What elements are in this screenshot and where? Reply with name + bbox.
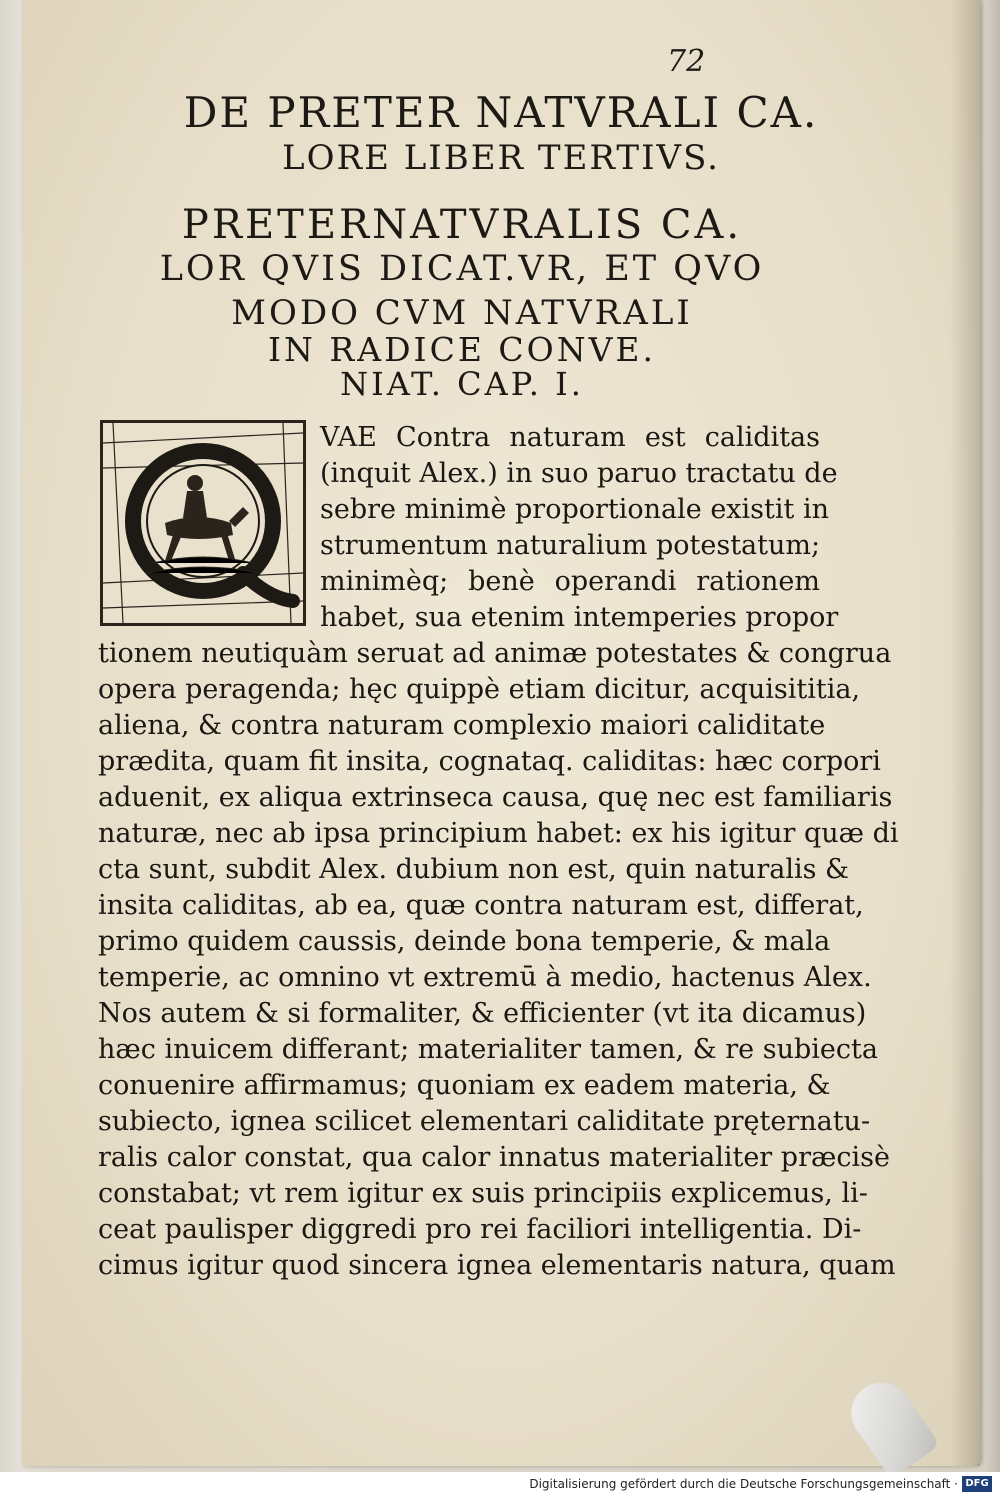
text-line: primo quidem caussis, deinde bona temperie, & mala	[98, 926, 831, 957]
woodcut-initial-q-image	[103, 423, 303, 623]
text-line: (inquit Alex.) in suo paruo tractatu de	[320, 458, 838, 489]
text-line: sebre minimè proportionale existit in	[320, 494, 829, 525]
text-line: subiecto, ignea scilicet elementari caliditate pręternatu-	[98, 1106, 871, 1137]
running-title-line-2: LORE LIBER TERTIVS.	[282, 138, 720, 178]
page-edge-shadow	[950, 0, 980, 1466]
text-line: ralis calor constat, qua calor innatus materialiter præcisè	[98, 1142, 890, 1173]
chapter-heading-line-3: MODO CVM NATVRALI	[231, 293, 693, 333]
book-page	[22, 0, 980, 1466]
text-line: habet, sua etenim intemperies propor	[320, 602, 839, 633]
chapter-heading-line-1: PRETERNATVRALIS CA.	[181, 202, 743, 248]
decorated-initial	[100, 420, 306, 626]
chapter-heading-line-4: IN RADICE CONVE.	[268, 330, 656, 369]
chapter-heading-line-2: LOR QVIS DICAT.VR, ET QVO	[159, 249, 765, 289]
text-line: temperie, ac omnino vt extremū à medio, hactenus Alex.	[98, 962, 872, 993]
text-line: naturæ, nec ab ipsa principium habet: ex his igitur quæ di	[98, 818, 899, 849]
running-title-line-1: DE PRETER NATVRALI CA.	[183, 88, 819, 137]
text-line: tionem neutiquàm seruat ad animæ potestates & congrua	[98, 638, 892, 669]
page-number: 72	[667, 44, 706, 79]
chapter-heading-line-5: NIAT. CAP. I.	[340, 365, 584, 403]
dfg-logo: DFG	[962, 1476, 992, 1492]
text-line: VAE Contra naturam est caliditas	[320, 422, 820, 453]
text-line: conuenire affirmamus; quoniam ex eadem materia, &	[98, 1070, 831, 1101]
text-line: prædita, quam fit insita, cognataq. caliditas: hæc corpori	[98, 746, 881, 777]
text-line: aliena, & contra naturam complexio maiori caliditate	[98, 710, 826, 741]
text-line: minimèq; benè operandi rationem	[320, 566, 820, 597]
text-line: opera peragenda; hęc quippè etiam dicitur, acquisititia,	[98, 674, 861, 705]
text-line: ceat paulisper diggredi pro rei faciliori intelligentia. Di-	[98, 1214, 862, 1245]
text-line: strumentum naturalium potestatum;	[320, 530, 821, 561]
text-line: aduenit, ex aliqua extrinseca causa, quę nec est familiaris	[98, 782, 893, 813]
footer-bar	[0, 1472, 1000, 1498]
text-line: cta sunt, subdit Alex. dubium non est, quin naturalis &	[98, 854, 850, 885]
text-line: cimus igitur quod sincera ignea elementaris natura, quam	[98, 1250, 896, 1281]
text-line: hæc inuicem differant; materialiter tamen, & re subiecta	[98, 1034, 878, 1065]
funding-credit: Digitalisierung gefördert durch die Deutsche Forschungsgemeinschaft ·	[529, 1477, 958, 1491]
text-line: constabat; vt rem igitur ex suis principiis explicemus, li-	[98, 1178, 868, 1209]
text-line: insita caliditas, ab ea, quæ contra naturam est, differat,	[98, 890, 864, 921]
text-line: Nos autem & si formaliter, & efficienter (vt ita dicamus)	[98, 998, 867, 1029]
